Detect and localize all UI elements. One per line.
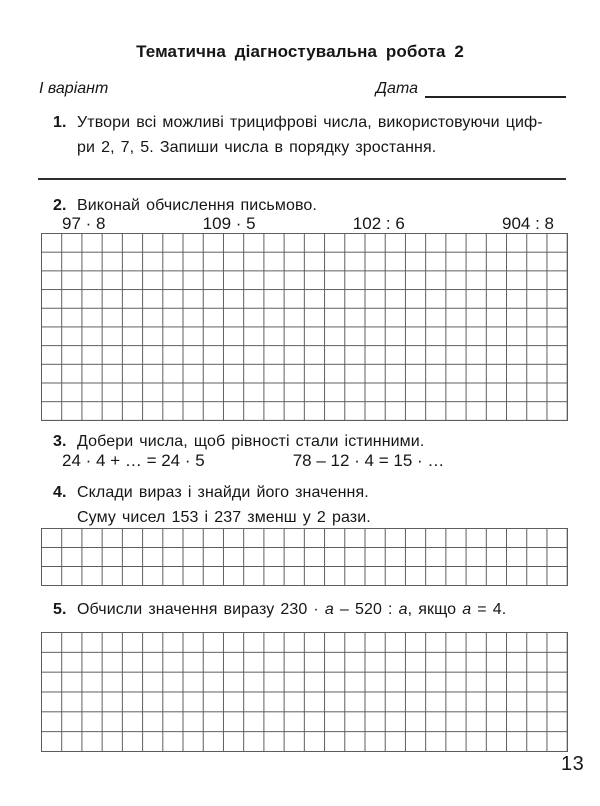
- task-1-number: 1.: [53, 114, 67, 131]
- date-blank-line: [425, 80, 566, 98]
- task-1: [53, 110, 572, 160]
- page-number: 13: [561, 753, 585, 775]
- task-5-number: 5.: [53, 601, 67, 618]
- task-3-number: 3.: [53, 433, 67, 450]
- variable-a: а: [462, 601, 472, 618]
- variable-a: а: [324, 601, 334, 618]
- expression-item: 78 – 12 · 4 = 15 · …: [292, 451, 445, 470]
- squared-grid-task-5: [41, 632, 568, 752]
- expression-item: 97 · 8: [62, 214, 106, 233]
- task-3-text: Добери числа, щоб рівності стали істинними.: [77, 433, 425, 450]
- task-2-expressions: [62, 214, 554, 234]
- expression-item: 102 : 6: [352, 214, 405, 233]
- date-field: [376, 80, 566, 98]
- meta-row: [39, 80, 566, 98]
- task-5-line: Обчисли значення виразу 230 · а – 520 : а, якщо а = 4.: [77, 601, 507, 618]
- expression-item: 24 · 4 + … = 24 · 5: [62, 451, 205, 470]
- task-3-expressions: [62, 451, 444, 471]
- expression-item: 109 · 5: [202, 214, 256, 233]
- page-title: Тематична діагностувальна робота 2: [136, 42, 464, 61]
- task-4-number: 4.: [53, 484, 67, 501]
- task-4-text: Склади вираз і знайди його значення. Суму чисел 153 і 237 зменш у 2 рази.: [77, 484, 371, 526]
- task-5: [53, 597, 572, 622]
- task-1-text: Утвори всі можливі трицифрові числа, використовуючи циф- ри 2, 7, 5. Запиши числа в порядку зростання.: [77, 114, 543, 156]
- task-5-text: [77, 597, 572, 622]
- task-2-number: 2.: [53, 197, 67, 214]
- date-label: Дата: [375, 80, 418, 97]
- task-2-text: Виконай обчислення письмово.: [77, 197, 317, 214]
- squared-grid-task-2: [41, 233, 568, 421]
- variable-a: а: [398, 601, 408, 618]
- expression-item: 904 : 8: [501, 214, 554, 233]
- variant-label: І варіант: [39, 80, 109, 97]
- squared-grid-task-4: [41, 528, 568, 586]
- task-4: [53, 480, 572, 530]
- answer-line-task-1: [38, 178, 566, 180]
